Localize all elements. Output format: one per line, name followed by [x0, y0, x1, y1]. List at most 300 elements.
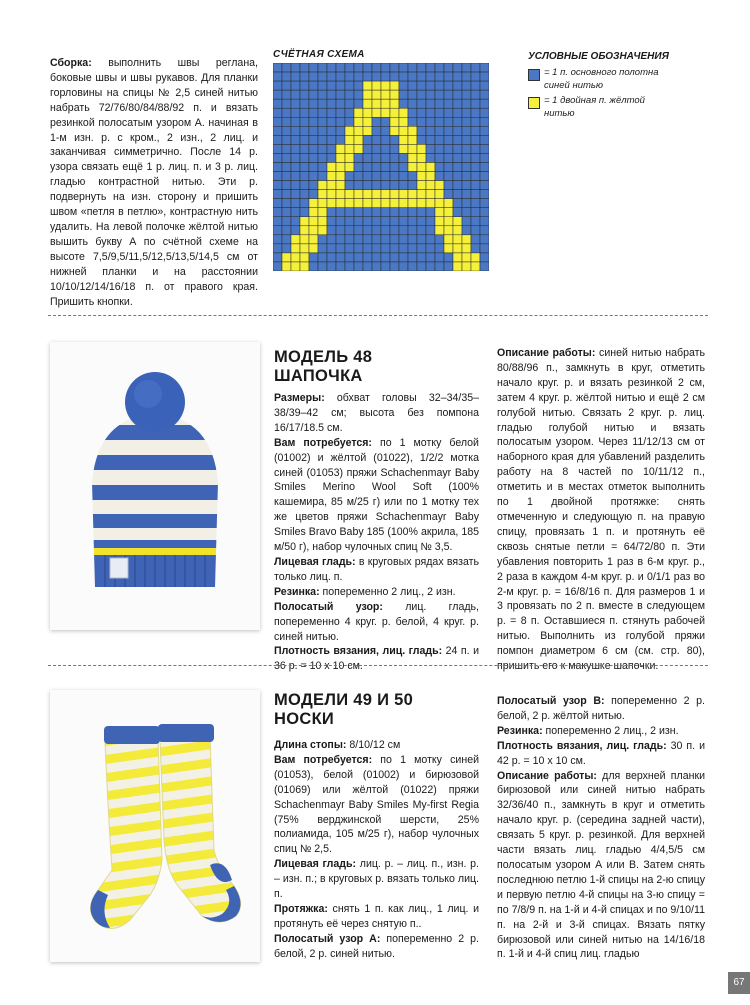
chart-cell [345, 144, 354, 153]
chart-cell [453, 99, 462, 108]
chart-cell [426, 153, 435, 162]
chart-cell [453, 153, 462, 162]
chart-cell [462, 117, 471, 126]
chart-cell [462, 208, 471, 217]
chart-cell [345, 126, 354, 135]
chart-cell [399, 217, 408, 226]
gauge-text: 24 п. и 36 р. = 10 х 10 см. [274, 645, 479, 673]
chart-cell [408, 235, 417, 244]
chart-cell [426, 190, 435, 199]
chart-cell [435, 199, 444, 208]
stockinette-text: лиц. р. – лиц. п., изн. р. – изн. п.; в круговых р. вязать только лиц. п. [274, 858, 479, 901]
chart-cell [426, 208, 435, 217]
chart-cell [372, 162, 381, 171]
chart-cell [300, 217, 309, 226]
chart-cell [273, 162, 282, 171]
chart-cell [273, 144, 282, 153]
chart-cell [273, 63, 282, 72]
chart-cell [408, 63, 417, 72]
chart-cell [471, 262, 480, 271]
chart-cell [327, 153, 336, 162]
chart-cell [471, 153, 480, 162]
chart-cell [372, 135, 381, 144]
chart-cell [390, 226, 399, 235]
chart-cell [309, 63, 318, 72]
chart-cell [417, 72, 426, 81]
chart-cell [345, 244, 354, 253]
chart-cell [408, 135, 417, 144]
chart-cell [291, 117, 300, 126]
chart-cell [408, 108, 417, 117]
chart-cell [462, 90, 471, 99]
chart-cell [318, 181, 327, 190]
model49-title: МОДЕЛИ 49 И 50 [274, 691, 414, 709]
chart-cell [444, 72, 453, 81]
chart-cell [390, 99, 399, 108]
chart-cell [354, 144, 363, 153]
chart-cell [354, 135, 363, 144]
chart-cell [372, 217, 381, 226]
chart-cell [336, 208, 345, 217]
chart-cell [282, 262, 291, 271]
chart-cell [372, 81, 381, 90]
chart-cell [300, 108, 309, 117]
chart-cell [435, 144, 444, 153]
chart-cell [291, 135, 300, 144]
chart-cell [462, 108, 471, 117]
chart-cell [372, 190, 381, 199]
chart-cell [327, 63, 336, 72]
chart-cell [381, 162, 390, 171]
chart-cell [354, 126, 363, 135]
chart-cell [336, 108, 345, 117]
chart-cell [300, 253, 309, 262]
chart-cell [309, 126, 318, 135]
chart-cell [354, 63, 363, 72]
chart-cell [408, 172, 417, 181]
chart-cell [426, 144, 435, 153]
chart-cell [282, 217, 291, 226]
chart-cell [363, 235, 372, 244]
chart-cell [480, 72, 489, 81]
hat-photo [50, 342, 260, 630]
chart-cell [318, 90, 327, 99]
chart-cell [426, 244, 435, 253]
rib-text: попеременно 2 лиц., 2 изн. [542, 724, 679, 737]
chart-cell [471, 253, 480, 262]
chart-cell [462, 199, 471, 208]
chart-cell [336, 262, 345, 271]
chart-cell [381, 135, 390, 144]
chart-cell [354, 226, 363, 235]
chart-cell [462, 99, 471, 108]
chart-cell [327, 172, 336, 181]
chart-cell [471, 235, 480, 244]
chart-cell [354, 90, 363, 99]
chart-cell [318, 162, 327, 171]
chart-cell [291, 81, 300, 90]
chart-cell [273, 235, 282, 244]
chart-cell [318, 244, 327, 253]
chart-cell [363, 162, 372, 171]
chart-cell [372, 199, 381, 208]
chart-cell [345, 135, 354, 144]
chart-cell [417, 181, 426, 190]
chart-cell [471, 108, 480, 117]
chart-cell [390, 126, 399, 135]
chart-cell [426, 226, 435, 235]
chart-cell [390, 172, 399, 181]
chart-cell [435, 135, 444, 144]
chart-cell [291, 262, 300, 271]
chart-cell [300, 244, 309, 253]
chart-cell [408, 162, 417, 171]
chart-cell [408, 262, 417, 271]
chart-cell [426, 72, 435, 81]
stripe-b-label: Полосатый узор В: [497, 695, 605, 707]
chart-cell [390, 208, 399, 217]
chart-cell [453, 253, 462, 262]
chart-cell [462, 226, 471, 235]
chart-cell [471, 99, 480, 108]
chart-cell [462, 262, 471, 271]
chart-cell [381, 153, 390, 162]
chart-cell [354, 217, 363, 226]
chart-cell [399, 253, 408, 262]
chart-cell [480, 235, 489, 244]
chart-cell [444, 253, 453, 262]
chart-cell [282, 190, 291, 199]
chart-cell [399, 144, 408, 153]
chart-cell [381, 81, 390, 90]
chart-cell [444, 208, 453, 217]
chart-cell [471, 72, 480, 81]
chart-cell [399, 244, 408, 253]
chart-cell [273, 262, 282, 271]
chart-cell [417, 153, 426, 162]
chart-cell [363, 63, 372, 72]
chart-cell [363, 181, 372, 190]
chart-cell [399, 126, 408, 135]
chart-cell [309, 190, 318, 199]
pull-text: снять 1 п. как лиц., 1 лиц. и протянуть её через снятую п.. [274, 902, 479, 930]
rib-text: попеременно 2 лиц., 2 изн. [319, 585, 456, 598]
chart-cell [363, 217, 372, 226]
chart-cell [435, 190, 444, 199]
chart-cell [282, 181, 291, 190]
chart-cell [390, 153, 399, 162]
chart-cell [273, 153, 282, 162]
chart-cell [282, 72, 291, 81]
chart-cell [390, 181, 399, 190]
model48-work [497, 346, 705, 674]
chart-cell [309, 81, 318, 90]
chart-cell [291, 126, 300, 135]
chart-cell [363, 117, 372, 126]
chart-cell [408, 253, 417, 262]
chart-cell [381, 99, 390, 108]
chart-cell [390, 81, 399, 90]
chart-cell [435, 181, 444, 190]
chart-cell [381, 217, 390, 226]
model49-work [497, 694, 705, 962]
chart-cell [336, 126, 345, 135]
chart-cell [444, 235, 453, 244]
chart-title: СЧЁТНАЯ СХЕМА [273, 49, 365, 60]
chart-cell [480, 144, 489, 153]
chart-cell [453, 135, 462, 144]
chart-cell [390, 72, 399, 81]
chart-cell [363, 199, 372, 208]
chart-cell [399, 262, 408, 271]
chart-cell [372, 181, 381, 190]
chart-cell [273, 190, 282, 199]
chart-cell [435, 63, 444, 72]
chart-cell [372, 208, 381, 217]
model49-heading [274, 691, 413, 729]
chart-cell [462, 253, 471, 262]
chart-cell [381, 244, 390, 253]
chart-cell [381, 226, 390, 235]
chart-cell [363, 144, 372, 153]
chart-cell [435, 172, 444, 181]
model48-title: МОДЕЛЬ 48 [274, 348, 373, 366]
chart-cell [336, 190, 345, 199]
chart-cell [453, 117, 462, 126]
chart-cell [273, 135, 282, 144]
chart-cell [327, 217, 336, 226]
chart-cell [354, 72, 363, 81]
model48-subtitle: ШАПОЧКА [274, 367, 363, 385]
chart-cell [435, 235, 444, 244]
stockinette-label: Лицевая гладь: [274, 858, 357, 871]
chart-cell [291, 190, 300, 199]
chart-cell [372, 144, 381, 153]
chart-cell [363, 262, 372, 271]
chart-cell [282, 135, 291, 144]
chart-cell [471, 199, 480, 208]
chart-cell [291, 199, 300, 208]
chart-cell [372, 253, 381, 262]
chart-cell [399, 81, 408, 90]
chart-cell [318, 144, 327, 153]
chart-cell [363, 108, 372, 117]
chart-cell [381, 172, 390, 181]
chart-cell [444, 126, 453, 135]
chart-cell [309, 162, 318, 171]
chart-cell [471, 135, 480, 144]
chart-cell [318, 235, 327, 244]
chart-cell [363, 172, 372, 181]
chart-cell [471, 162, 480, 171]
chart-cell [327, 181, 336, 190]
chart-cell [345, 190, 354, 199]
chart-cell [381, 253, 390, 262]
chart-cell [345, 226, 354, 235]
chart-cell [300, 126, 309, 135]
chart-cell [408, 117, 417, 126]
chart-cell [381, 126, 390, 135]
chart-cell [444, 181, 453, 190]
chart-cell [345, 262, 354, 271]
chart-cell [273, 90, 282, 99]
assembly-paragraph [50, 56, 258, 309]
chart-cell [444, 90, 453, 99]
chart-cell [300, 144, 309, 153]
page-number: 67 [728, 972, 750, 994]
chart-cell [273, 99, 282, 108]
chart-cell [435, 72, 444, 81]
chart-cell [426, 126, 435, 135]
chart-cell [318, 208, 327, 217]
chart-cell [480, 172, 489, 181]
chart-cell [345, 153, 354, 162]
chart-cell [300, 181, 309, 190]
chart-cell [345, 117, 354, 126]
chart-cell [390, 144, 399, 153]
chart-cell [435, 90, 444, 99]
chart-cell [480, 190, 489, 199]
chart-cell [372, 63, 381, 72]
chart-cell [372, 90, 381, 99]
chart-cell [300, 172, 309, 181]
legend-title: УСЛОВНЫЕ ОБОЗНАЧЕНИЯ [528, 51, 669, 62]
chart-cell [417, 262, 426, 271]
chart-cell [363, 90, 372, 99]
chart-cell [381, 144, 390, 153]
chart-cell [354, 253, 363, 262]
chart-cell [480, 181, 489, 190]
chart-cell [291, 181, 300, 190]
chart-cell [435, 253, 444, 262]
stockinette-text: в круговых рядах вязать только лиц. п. [274, 555, 479, 583]
chart-cell [318, 262, 327, 271]
chart-cell [462, 126, 471, 135]
chart-cell [408, 72, 417, 81]
yellow-swatch-icon [528, 97, 540, 109]
chart-cell [291, 208, 300, 217]
chart-cell [318, 117, 327, 126]
chart-cell [354, 172, 363, 181]
chart-cell [390, 108, 399, 117]
chart-cell [417, 162, 426, 171]
chart-cell [444, 153, 453, 162]
chart-cell [408, 90, 417, 99]
chart-cell [291, 72, 300, 81]
chart-cell [291, 153, 300, 162]
chart-cell [309, 172, 318, 181]
chart-cell [336, 181, 345, 190]
chart-cell [336, 226, 345, 235]
length-text: 8/10/12 см [346, 739, 401, 751]
chart-cell [327, 117, 336, 126]
chart-cell [480, 217, 489, 226]
chart-cell [390, 217, 399, 226]
need-text: по 1 мотку белой (01002) и жёлтой (01022), 1/2/2 мотка синей (01053) пряжи Schachenmayr Baby Smiles Merino Wool Soft (100% кашемира, 85 м/25 г) или по 1 мотку тех же цветов пряжи Schachenmayr Baby Smiles Bravo Baby 185 (100% акрила, 185 м/50 г), набор чулочных спиц № 3,5. [274, 436, 479, 554]
chart-cell [399, 162, 408, 171]
chart-cell [300, 199, 309, 208]
chart-cell [336, 99, 345, 108]
chart-cell [471, 190, 480, 199]
chart-cell [300, 63, 309, 72]
chart-cell [282, 117, 291, 126]
chart-cell [453, 190, 462, 199]
chart-cell [273, 199, 282, 208]
chart-cell [390, 199, 399, 208]
chart-cell [480, 90, 489, 99]
chart-cell [426, 181, 435, 190]
chart-cell [336, 135, 345, 144]
chart-cell [381, 90, 390, 99]
chart-cell [372, 126, 381, 135]
chart-cell [480, 99, 489, 108]
chart-cell [273, 181, 282, 190]
chart-cell [372, 172, 381, 181]
chart-cell [291, 253, 300, 262]
chart-cell [282, 144, 291, 153]
chart-cell [480, 135, 489, 144]
chart-cell [318, 253, 327, 262]
socks-photo [50, 690, 260, 962]
chart-cell [390, 253, 399, 262]
chart-cell [345, 99, 354, 108]
chart-cell [345, 181, 354, 190]
chart-cell [381, 190, 390, 199]
gauge-label: Плотность вязания, лиц. гладь: [274, 645, 443, 658]
chart-cell [300, 99, 309, 108]
chart-cell [291, 162, 300, 171]
chart-cell [354, 162, 363, 171]
chart-cell [417, 217, 426, 226]
chart-cell [282, 172, 291, 181]
chart-cell [399, 90, 408, 99]
chart-cell [426, 253, 435, 262]
chart-cell [282, 99, 291, 108]
chart-cell [336, 144, 345, 153]
chart-cell [345, 253, 354, 262]
chart-cell [354, 99, 363, 108]
chart-cell [354, 262, 363, 271]
chart-cell [336, 172, 345, 181]
chart-cell [309, 244, 318, 253]
chart-cell [417, 117, 426, 126]
chart-cell [363, 253, 372, 262]
chart-cell [291, 63, 300, 72]
chart-cell [309, 217, 318, 226]
chart-cell [282, 81, 291, 90]
chart-cell [282, 63, 291, 72]
need-label: Вам потребуется: [274, 436, 372, 449]
section-divider [48, 665, 708, 666]
chart-cell [345, 72, 354, 81]
chart-cell [354, 199, 363, 208]
chart-cell [318, 190, 327, 199]
chart-cell [390, 235, 399, 244]
chart-cell [390, 63, 399, 72]
chart-cell [273, 226, 282, 235]
chart-cell [354, 190, 363, 199]
chart-cell [462, 172, 471, 181]
assembly-label: Сборка: [50, 57, 92, 69]
chart-cell [291, 244, 300, 253]
chart-cell [363, 153, 372, 162]
chart-cell [363, 81, 372, 90]
chart-cell [462, 153, 471, 162]
chart-cell [273, 126, 282, 135]
chart-cell [354, 117, 363, 126]
chart-cell [408, 144, 417, 153]
chart-cell [327, 72, 336, 81]
